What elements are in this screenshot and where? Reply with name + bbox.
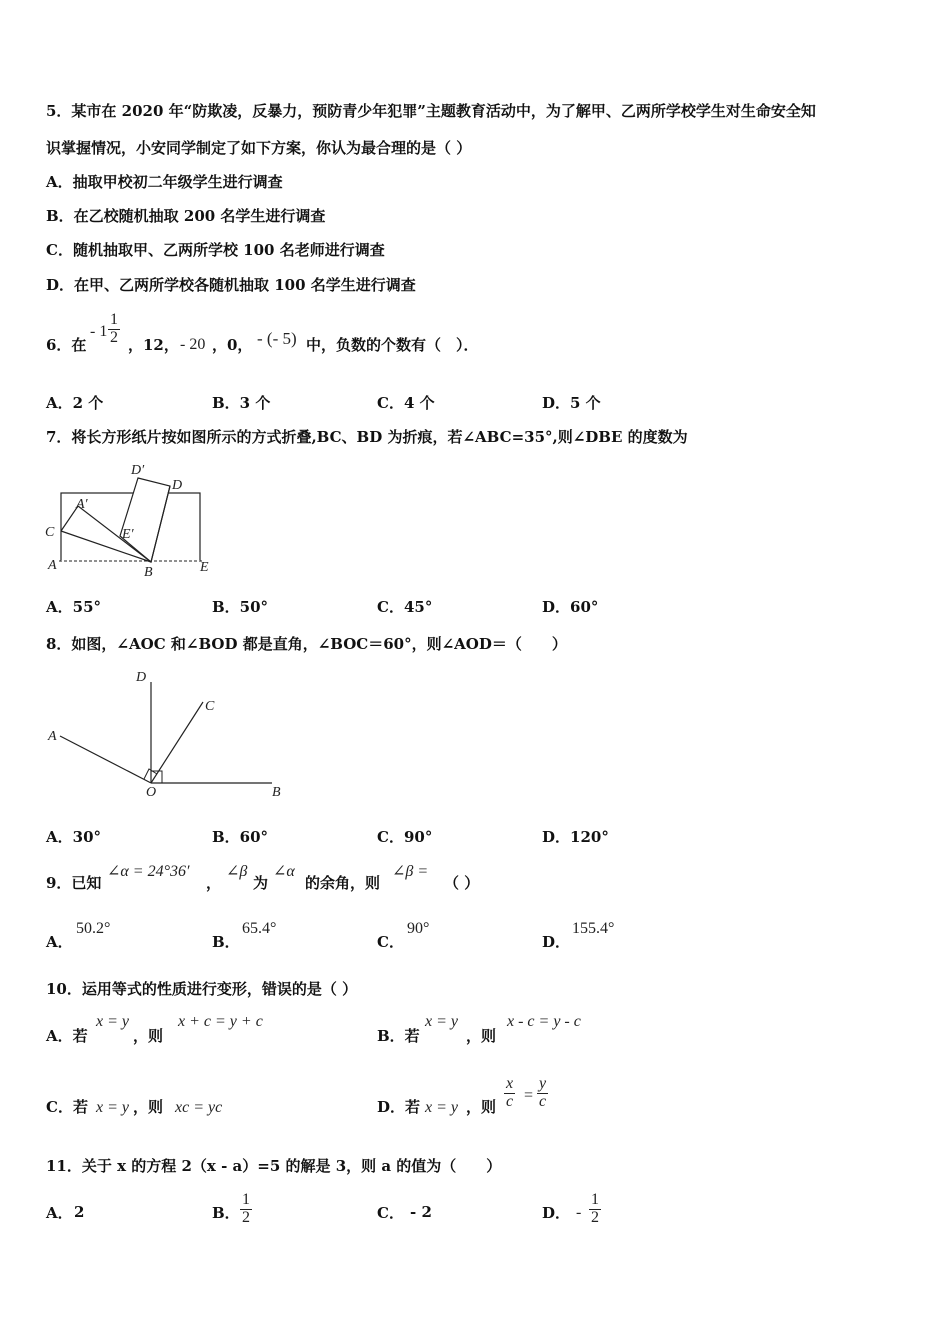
q10-stem: 10．运用等式的性质进行变形，错误的是（ ） [46,980,358,998]
q9-option-c-value: 90° [407,920,430,937]
q10-option-c-prefix: C．若 [46,1098,88,1116]
q6-mixed-numerator: 1 [110,311,118,328]
q5-stem-line1: 5．某市在 2020 年“防欺凌，反暴力，预防青少年犯罪”主题教育活动中，为了解甲、乙两所学校学生对生命安全知 [46,102,816,120]
q9-comma: ， [206,874,222,892]
q5-stem-line2: 识掌握情况，小安同学制定了如下方案，你认为最合理的是（ ） [46,139,472,157]
q11-option-b-letter: B． [212,1204,240,1222]
q9-option-d-letter: D． [542,933,571,951]
q10-option-d-fraction-right [537,1076,548,1111]
q7-label-e: E [200,560,209,575]
q8-option-d: D．120° [542,828,609,846]
q10-option-a-prefix: A．若 [46,1027,88,1045]
q9-option-d-value: 155.4° [572,920,615,937]
q10-option-c-if: x = y [96,1099,129,1116]
q9-beta: ∠β [226,863,248,880]
q11-option-d-sign: - [576,1204,582,1221]
q10-option-b-if: x = y [425,1013,458,1030]
q6-option-a: A．2 个 [46,394,104,412]
q9-option-c-letter: C． [377,933,404,951]
q9-wei: 为 [253,874,269,892]
q6-sep2: ，0， [212,336,253,354]
q11-option-d-letter: D． [542,1204,571,1222]
q10-option-b-mid: ，则 [466,1027,497,1045]
q8-stem: 8．如图，∠AOC 和∠BOD 都是直角，∠BOC＝60°，则∠AOD＝（ ） [46,635,567,653]
q10-option-d-equals: = [524,1087,534,1104]
q8-label-o: O [146,785,157,800]
q11-option-c-letter: C． [377,1204,404,1222]
q10-option-a-then: x + c = y + c [178,1013,263,1030]
q8-label-c: C [205,699,215,714]
q11-stem: 11．关于 x 的方程 2（x - a）=5 的解是 3，则 a 的值为（ ） [46,1157,502,1175]
q6-mixed-fraction [108,312,120,347]
q8-option-a: A．30° [46,828,102,846]
q10-option-a-if: x = y [96,1013,129,1030]
q7-label-a1: A′ [76,497,88,512]
q10-option-d-prefix: D．若 [377,1098,421,1116]
q7-fold-figure [40,458,220,578]
q6-suffix: 中，负数的个数有（ ）． [306,336,479,354]
q6-option-d: D．5 个 [542,394,601,412]
q6-neg-neg5: - (- 5) [257,329,297,348]
q7-label-a: A [48,558,57,573]
q7-label-d1: D′ [131,463,145,478]
q11-b-den: 2 [242,1208,250,1226]
q7-option-c: C．45° [377,598,433,616]
q7-option-b: B．50° [212,598,269,616]
q11-option-a-value: 2 [74,1203,85,1221]
q8-angle-figure [40,664,300,804]
q6-mixed-denominator: 2 [110,328,118,346]
q8-option-b: B．60° [212,828,269,846]
q10-d-num1: x [506,1075,514,1092]
q8-label-a: A [48,729,57,744]
q11-option-d-fraction [589,1192,601,1227]
q10-option-c-then: xc = yc [175,1099,223,1116]
q10-option-d-if: x = y [425,1099,458,1116]
q8-option-c: C．90° [377,828,433,846]
q9-beta-equals: ∠β = [392,863,429,880]
q10-option-b-prefix: B．若 [377,1027,420,1045]
q11-d-num: 1 [591,1191,599,1208]
q5-option-d: D．在甲、乙两所学校各随机抽取 100 名学生进行调查 [46,276,416,294]
q8-label-d: D [136,670,147,685]
q10-d-den1: c [506,1092,514,1110]
q11-option-a-letter: A． [46,1204,73,1222]
q9-option-b-value: 65.4° [242,920,277,937]
q6-prefix: 6．在 [46,336,87,354]
q10-option-b-then: x - c = y - c [507,1013,581,1030]
q6-sep1: ，12， [128,336,179,354]
q10-d-den2: c [539,1092,547,1110]
q6-neg20: - 20 [180,336,206,353]
q7-stem: 7．将长方形纸片按如图所示的方式折叠,BC、BD 为折痕，若∠ABC=35°,则∠DBE 的度数为 [46,428,688,446]
q9-prefix: 9．已知 [46,874,102,892]
q7-folded-flap [120,478,170,562]
q9-option-b-letter: B． [212,933,240,951]
q11-d-den: 2 [591,1208,599,1226]
q11-option-b-fraction [240,1192,252,1227]
q6-option-c: C．4 个 [377,394,435,412]
q8-ray-oa [60,736,151,783]
q6-option-b: B．3 个 [212,394,271,412]
q7-label-e1: E′ [122,527,134,542]
q10-option-c-mid: ，则 [133,1098,164,1116]
q5-option-c: C．随机抽取甲、乙两所学校 100 名老师进行调查 [46,241,385,259]
q6-mixed-whole: - 1 [90,323,108,340]
q10-d-num2: y [539,1075,547,1092]
q7-option-a: A．55° [46,598,102,616]
q5-option-a: A．抽取甲校初二年级学生进行调查 [46,173,283,191]
q9-option-a-letter: A． [46,933,73,951]
q11-option-c-value: - 2 [410,1203,432,1221]
q9-mid: 的余角，则 [305,874,381,892]
q7-option-d: D．60° [542,598,599,616]
q7-label-c: C [45,525,55,540]
q5-option-b: B．在乙校随机抽取 200 名学生进行调查 [46,207,326,225]
q10-option-d-fraction-left [504,1076,515,1111]
q7-label-d: D [172,478,183,493]
q10-option-d-mid: ，则 [466,1098,497,1116]
q7-label-b: B [144,565,153,580]
q9-paren: （ ） [444,874,480,892]
q8-label-b: B [272,785,281,800]
q11-b-num: 1 [242,1191,250,1208]
q10-option-a-mid: ，则 [133,1027,164,1045]
q9-alpha-equation: ∠α = 24°36′ [107,863,190,880]
q9-option-a-value: 50.2° [76,920,111,937]
q9-alpha: ∠α [273,863,295,880]
